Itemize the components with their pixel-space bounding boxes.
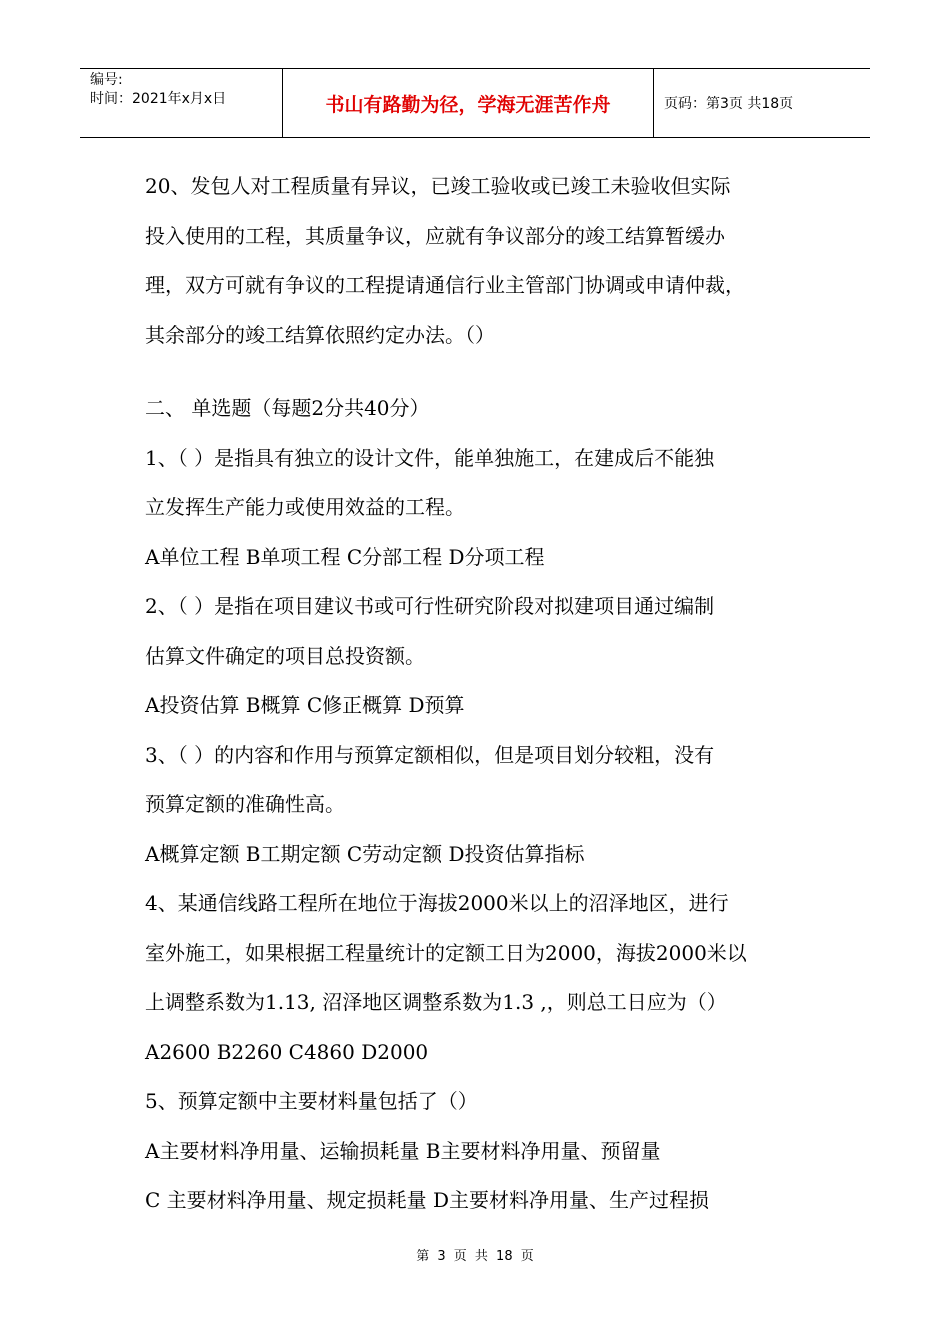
q4-options: A2600 B2260 C4860 D2000 [145, 1039, 429, 1064]
q5-options-line: A主要材料净用量、运输损耗量 B主要材料净用量、预留量 [145, 1138, 661, 1163]
q4-line: 室外施工，如果根据工程量统计的定额工日为2000，海拔2000米以 [145, 940, 747, 965]
q5-line: 5、预算定额中主要材料量包括了（） [145, 1089, 478, 1113]
q4-line: 4、某通信线路工程所在地位于海拔2000米以上的沼泽地区，进行 [145, 891, 729, 915]
q1-line: 立发挥生产能力或使用效益的工程。 [145, 495, 465, 519]
q2-options: A投资估算 B概算 C修正概算 D预算 [145, 693, 465, 717]
q20-line: 投入使用的工程，其质量争议，应就有争议部分的竣工结算暂缓办 [145, 223, 725, 248]
q3-options: A概算定额 B工期定额 C劳动定额 D投资估算指标 [145, 841, 585, 866]
document-body [145, 162, 825, 1226]
document-time-label: 时间：2021年x月x日 [90, 91, 227, 107]
q3-line: 3、（ ）的内容和作用与预算定额相似，但是项目划分较粗，没有 [145, 742, 715, 767]
q3-line: 预算定额的准确性高。 [145, 792, 345, 816]
q2-line: 2、（ ）是指在项目建议书或可行性研究阶段对拟建项目通过编制 [145, 594, 715, 618]
q1-options: A单位工程 B单项工程 C分部工程 D分项工程 [145, 544, 545, 569]
q4-line: 上调整系数为1.13, 沼泽地区调整系数为1.3 ,，则总工日应为（） [145, 990, 727, 1014]
section-gap [145, 360, 825, 384]
document-number-label: 编号: [90, 72, 123, 88]
section-title: 二、 单选题（每题2分共40分） [145, 396, 430, 420]
header-motto: 书山有路勤为径，学海无涯苦作舟 [282, 69, 654, 137]
header-meta [80, 69, 282, 137]
q2-line: 估算文件确定的项目总投资额。 [145, 643, 425, 668]
page-footer: 第 3 页 共 18 页 [416, 1249, 534, 1264]
q1-line: 1、（ ）是指具有独立的设计文件，能单独施工，在建成后不能独 [145, 445, 715, 470]
header-page-info: 页码：第3页 共18页 [664, 96, 794, 112]
q20-line: 其余部分的竣工结算依照约定办法。（） [145, 322, 495, 347]
q20-line: 理，双方可就有争议的工程提请通信行业主管部门协调或申请仲裁， [145, 273, 745, 297]
q20-line: 20、发包人对工程质量有异议，已竣工验收或已竣工未验收但实际 [145, 174, 731, 198]
page-header [80, 68, 870, 138]
q5-options-line: C 主要材料净用量、规定损耗量 D主要材料净用量、生产过程损 [145, 1188, 710, 1212]
